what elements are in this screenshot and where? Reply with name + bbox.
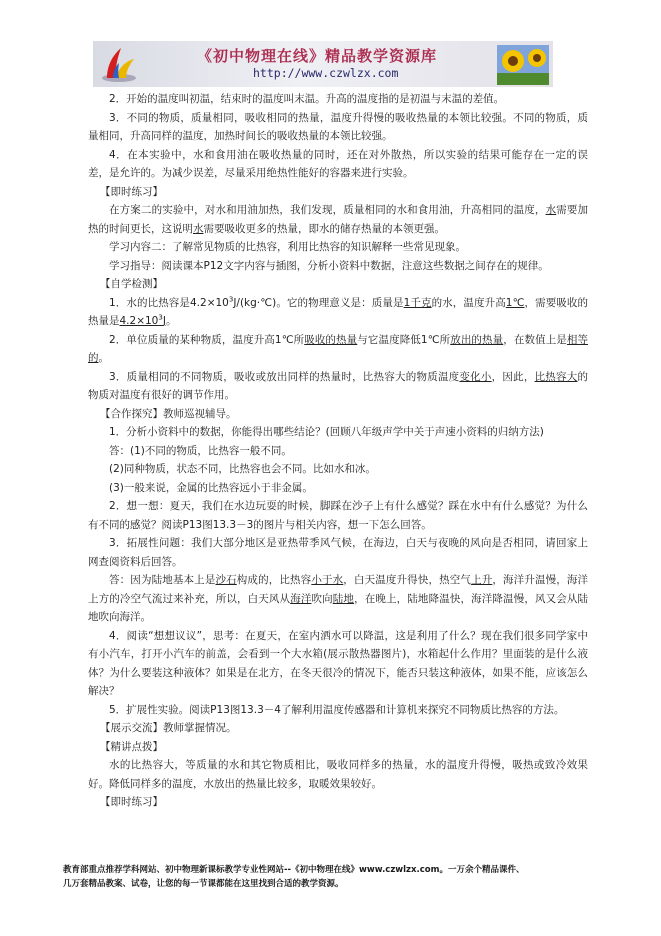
- answer-blank: 比热容大: [534, 370, 578, 383]
- footer-line: 几万套精品教案、试卷，让您的每一节课都能在这里找到合适的教学资源。: [63, 879, 344, 889]
- section-heading: 【合作探究】教师巡视辅导。: [100, 407, 237, 420]
- paragraph: 5．扩展性实验。阅读P13图13.3－4了解利用温度传感器和计算机来探究不同物质比热容的方法。: [109, 703, 565, 716]
- answer-blank: 变化小: [459, 370, 492, 383]
- section-heading: 【即时练习】: [100, 796, 163, 808]
- answer-blank: 小于水: [311, 574, 344, 586]
- banner-title: 《初中物理在线》精品教学资源库: [197, 47, 438, 65]
- paragraph: 3．拓展性问题：我们大部分地区是亚热带季风气候，在海边，白天与夜晚的风向是否相同，请回家上网查阅资料后回答。: [88, 537, 588, 568]
- site-banner: [93, 41, 553, 87]
- banner-url: http://www.czwlzx.com: [253, 66, 399, 80]
- answer-blank: 陆地: [332, 592, 355, 605]
- paragraph: 水的比热容大，等质量的水和其它物质相比，吸收同样多的热量，水的温度升得慢，吸热或致冷效果好。降低同样多的温度，水放出的热量比较多，取暖效果较好。: [88, 759, 588, 790]
- paragraph: 3．不同的物质，质量相同，吸收相同的热量，温度升得慢的吸收热量的本领比较强。不同的物质，质量相同，升高同样的温度，加热时间长的吸收热量的本领比较强。: [88, 111, 588, 142]
- paragraph: 学习内容二：了解常见物质的比热容，利用比热容的知识解释一些常见现象。: [109, 241, 466, 253]
- answer-blank: 放出的热量: [450, 333, 504, 346]
- paragraph: 1．分析小资料中的数据，你能得出哪些结论？(回顾八年级声学中关于声速小资料的归纳方法): [109, 426, 544, 438]
- paragraph: 3．质量相同的不同物质，吸收或放出同样的热量时，比热容大的物质温度变化小，因此，比热容大的物质对温度有很好的调节作用。: [88, 370, 588, 401]
- sunflower-icon: [497, 45, 549, 85]
- document-body: [88, 90, 588, 812]
- answer-blank: 水: [545, 204, 557, 216]
- paragraph: 学习指导：阅读课本P12文字内容与插图，分析小资料中数据，注意这些数据之间存在的规律。: [109, 259, 549, 272]
- answer-blank: 上升: [471, 574, 493, 586]
- paragraph: 2．想一想：夏天，我们在水边玩耍的时候，脚踩在沙子上有什么感觉？踩在水中有什么感觉？为什么有不同的感觉？阅读P13图13.3－3的图片与相关内容，想一下怎么回答。: [88, 500, 588, 531]
- section-heading: 【展示交流】教师掌握情况。: [100, 722, 237, 734]
- answer-blank: 相等的: [88, 333, 589, 364]
- paragraph: (3)一般来说，金属的比热容远小于非金属。: [109, 481, 313, 494]
- paragraph: 4．阅读“想想议议”，思考：在夏天，在室内洒水可以降温，这是利用了什么？现在我们很多同学家中有小汽车，打开小汽车的前盖，会看到一个大水箱(展示散热器图片)，水箱起什么作用？里面装的是什么液体？为什么要装这种液体？如果是在北方，在冬天很冷的情况下，能否只装这种液体，如果不能，应该怎么解决？: [88, 629, 588, 697]
- paragraph: 答：因为陆地基本上是沙石构成的，比热容小于水，白天温度升得快，热空气上升，海洋升温慢，海洋上方的冷空气流过来补充，所以，白天风从海洋吹向陆地，在晚上，陆地降温快，海洋降温慢，风又会从陆地吹向海洋。: [88, 574, 589, 623]
- answer-blank: 1℃: [505, 296, 525, 309]
- section-heading: 【自学检测】: [100, 278, 163, 290]
- answer-blank: 沙石: [215, 574, 237, 586]
- paragraph: 2．单位质量的某种物质，温度升高1℃所吸收的热量与它温度降低1℃所放出的热量，在数值上是相等的。: [88, 333, 589, 364]
- paragraph: 2．开始的温度叫初温，结束时的温度叫末温。升高的温度指的是初温与末温的差值。: [109, 93, 505, 105]
- paragraph: 答：(1)不同的物质，比热容一般不同。: [109, 444, 292, 457]
- paragraph: (2)同种物质，状态不同，比热容也会不同。比如水和冰。: [109, 463, 376, 475]
- page-footer: [63, 863, 608, 891]
- answer-blank: 吸收的热量: [304, 333, 358, 346]
- answer-blank: 海洋: [290, 592, 312, 605]
- paragraph: 4．在本实验中，水和食用油在吸收热量的同时，还在对外散热，所以实验的结果可能存在一定的误差，是允许的。为减少误差，尽量采用绝热性能好的容器来进行实验。: [88, 148, 588, 179]
- answer-blank: 1千克: [403, 296, 432, 309]
- answer-blank: $4.2\times 10^3J$: [119, 313, 166, 327]
- section-heading: 【精讲点拨】: [100, 740, 163, 753]
- answer-blank: 水: [193, 222, 204, 235]
- paragraph: 1．水的比热容是$4.2\times 10^3J/(kg\cdot℃)$。它的物理意义是：质量是1千克的水，温度升高1℃，需要吸收的热量是$4.2\times 10^3J$。: [88, 295, 588, 327]
- site-logo-icon: [99, 45, 139, 83]
- paragraph: 在方案二的实验中，对水和用油加热，我们发现，质量相同的水和食用油，升高相同的温度，水需要加热的时间更长，这说明水需要吸收更多的热量，即水的储存热量的本领更强。: [88, 204, 589, 235]
- section-heading: 【即时练习】: [100, 185, 163, 198]
- footer-line: 教育部重点推荐学科网站、初中物理新课标教学专业性网站--《初中物理在线》www.czwlzx.com。一万余个精品课件、: [63, 865, 525, 875]
